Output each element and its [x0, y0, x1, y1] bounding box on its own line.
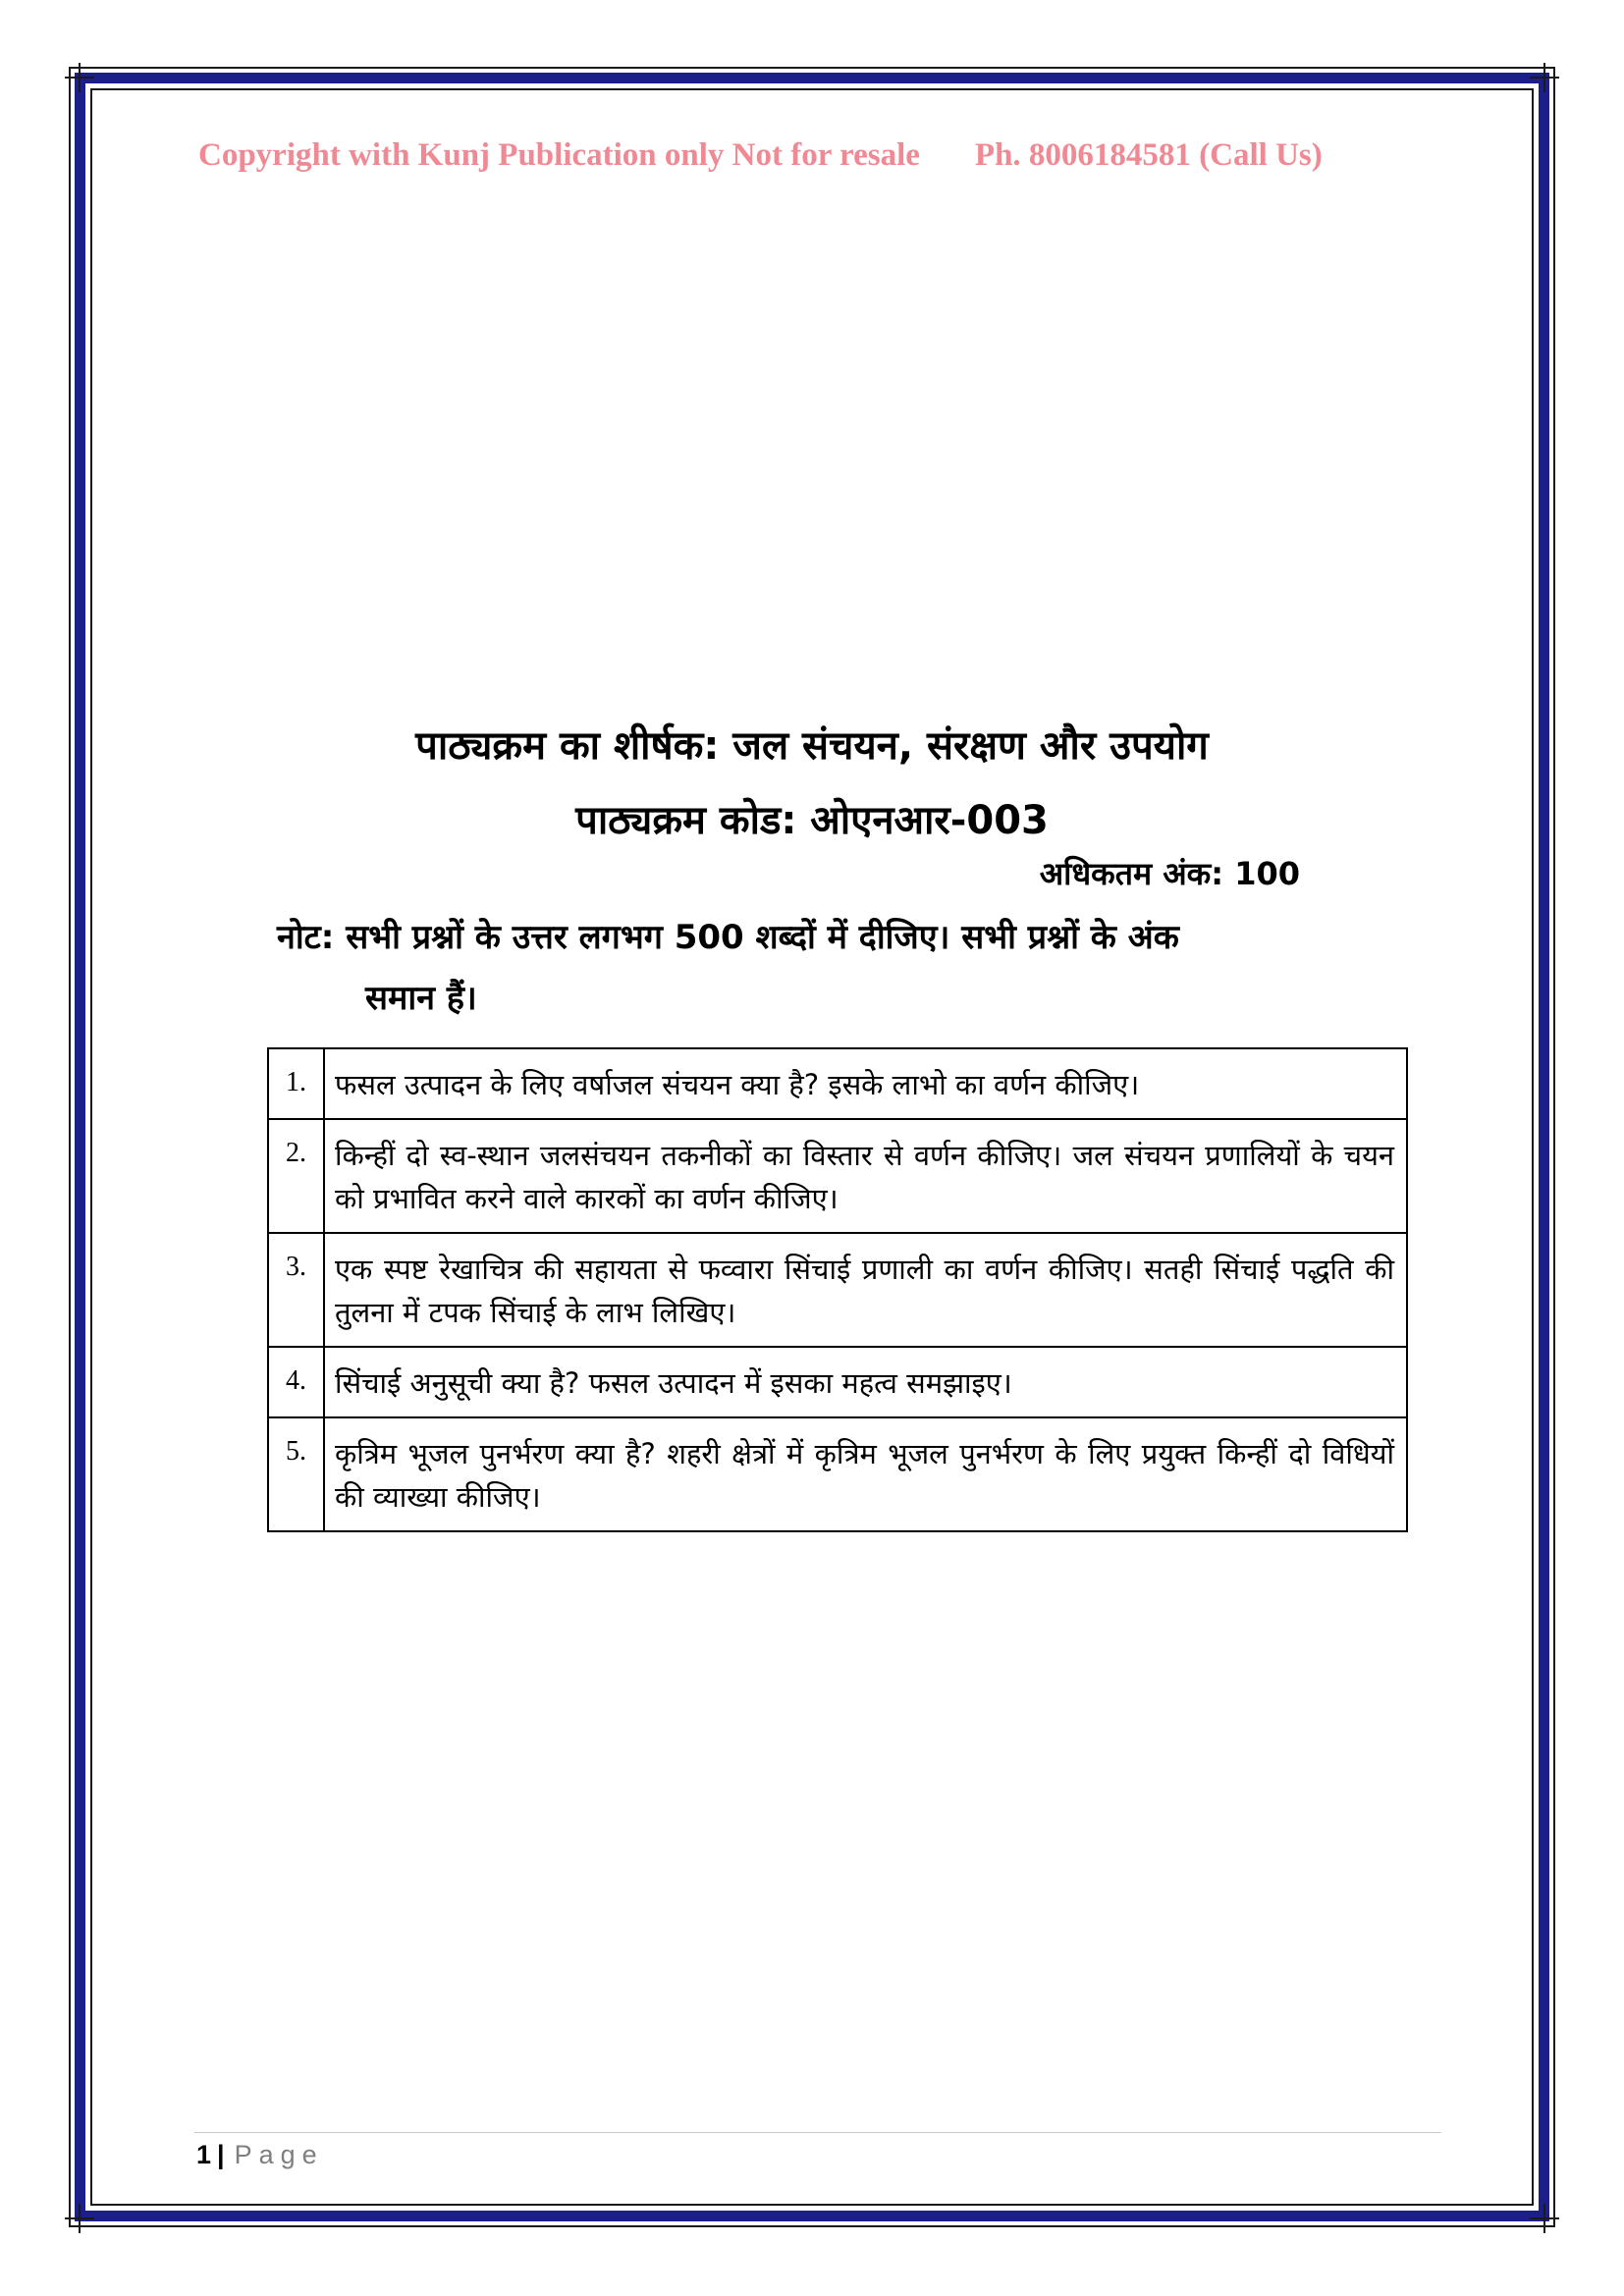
question-text: एक स्पष्ट रेखाचित्र की सहायता से फव्वारा सिंचाई प्रणाली का वर्णन कीजिए। सतही सिंचाई पद्धति की तुलना में टपक सिंचाई के लाभ लिखिए। — [324, 1233, 1407, 1347]
question-text: कृत्रिम भूजल पुनर्भरण क्या है? शहरी क्षेत्रों में कृत्रिम भूजल पुनर्भरण के लिए प्रयुक्त किन्हीं दो विधियों की व्याख्या कीजिए। — [324, 1417, 1407, 1531]
question-text: सिंचाई अनुसूची क्या है? फसल उत्पादन में इसका महत्व समझाइए। — [324, 1347, 1407, 1417]
course-title: पाठ्यक्रम का शीर्षक: जल संचयन, संरक्षण और उपयोग — [415, 723, 1209, 769]
question-number: 5. — [268, 1417, 324, 1531]
note-line-1: नोट: सभी प्रश्नों के उत्तर लगभग 500 शब्दों में दीजिए। सभी प्रश्नों के अंक — [277, 918, 1179, 957]
question-text: फसल उत्पादन के लिए वर्षाजल संचयन क्या है? इसके लाभो का वर्णन कीजिए। — [324, 1048, 1407, 1119]
question-number: 1. — [268, 1048, 324, 1119]
question-text: किन्हीं दो स्व-स्थान जलसंचयन तकनीकों का विस्तार से वर्णन कीजिए। जल संचयन प्रणालियों के चयन को प्रभावित करने वाले कारकों का वर्णन कीजिए। — [324, 1119, 1407, 1233]
copyright-header — [198, 137, 1435, 174]
contact-phone: Ph. 8006184581 (Call Us) — [974, 137, 1323, 173]
border-corner-top-left — [65, 63, 94, 92]
instructions-note — [277, 907, 1308, 1029]
question-number: 2. — [268, 1119, 324, 1233]
border-corner-bottom-left — [65, 2204, 94, 2233]
question-number: 3. — [268, 1233, 324, 1347]
border-corner-bottom-right — [1530, 2204, 1559, 2233]
question-row — [268, 1233, 1407, 1347]
question-number: 4. — [268, 1347, 324, 1417]
course-code: पाठ्यक्रम कोड: ओएनआर-003 — [575, 798, 1049, 843]
border-corner-top-right — [1530, 63, 1559, 92]
questions-table — [267, 1047, 1408, 1532]
page-label: Page — [234, 2140, 324, 2169]
note-line-2: समान हैं। — [365, 979, 477, 1018]
copyright-notice: Copyright with Kunj Publication only Not for resale — [198, 137, 920, 173]
footer-separator: | — [217, 2140, 225, 2169]
max-marks: अधिकतम अंक: 100 — [1039, 855, 1300, 892]
question-row — [268, 1119, 1407, 1233]
question-row — [268, 1347, 1407, 1417]
page-number: 1 — [196, 2140, 212, 2169]
question-row — [268, 1417, 1407, 1531]
page-footer — [196, 2140, 324, 2170]
footer-divider — [194, 2132, 1441, 2133]
question-row — [268, 1048, 1407, 1119]
